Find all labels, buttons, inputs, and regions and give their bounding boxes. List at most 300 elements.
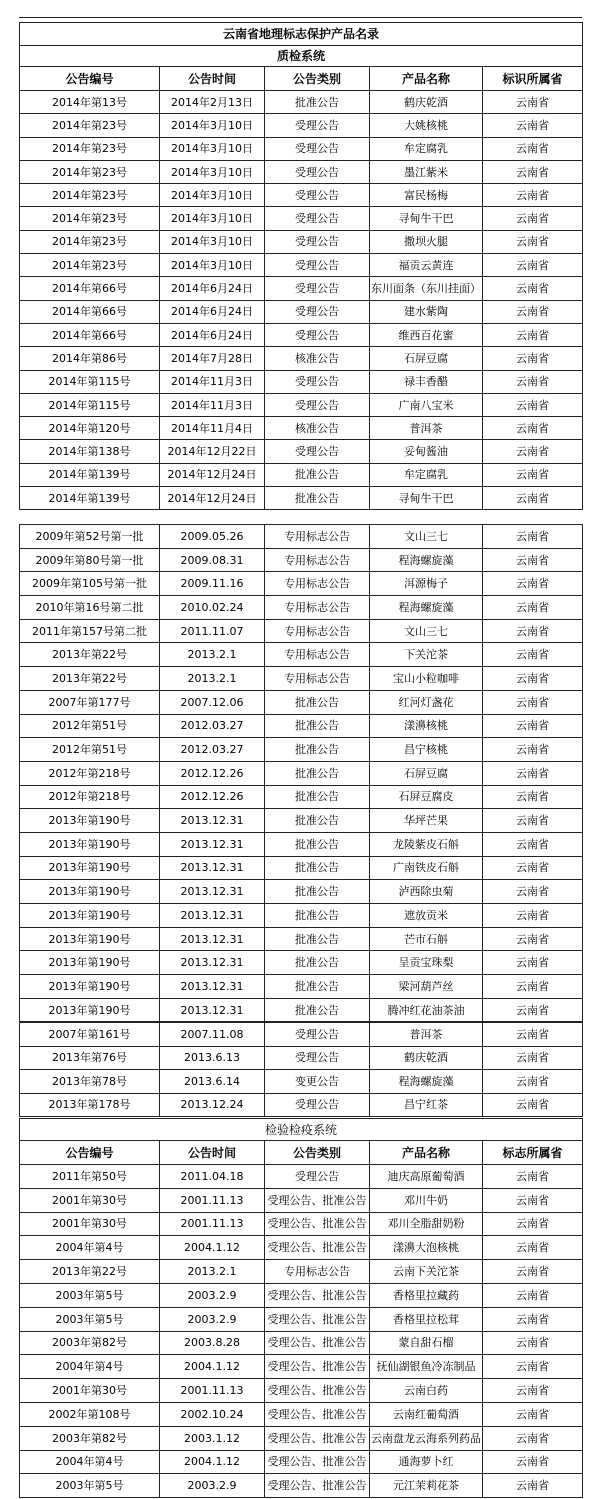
table-row — [20, 738, 583, 762]
table-row — [20, 951, 583, 975]
table-inspection-quarantine — [19, 1118, 583, 1498]
column-header: 公告类别 — [265, 1141, 370, 1165]
cell-product-name: 墨江紫米 — [370, 160, 483, 183]
cell-notice-number: 2013年第190号 — [20, 904, 160, 928]
cell-notice-number: 2013年第190号 — [20, 927, 160, 951]
cell-notice-date: 2014年3月10日 — [160, 160, 265, 183]
cell-product-name: 香格里拉松茸 — [370, 1307, 483, 1331]
cell-province: 云南省 — [483, 1165, 583, 1189]
cell-province: 云南省 — [483, 254, 583, 277]
column-header: 产品名称 — [370, 1141, 483, 1165]
cell-notice-date: 2001.11.13 — [160, 1188, 265, 1212]
table-row — [20, 1474, 583, 1498]
cell-notice-date: 2013.6.13 — [160, 1046, 265, 1070]
cell-notice-number: 2012年第218号 — [20, 761, 160, 785]
cell-province: 云南省 — [483, 998, 583, 1022]
cell-product-name: 邓川全脂甜奶粉 — [370, 1212, 483, 1236]
cell-notice-type: 受理公告 — [265, 393, 370, 416]
cell-notice-number: 2013年第22号 — [20, 643, 160, 667]
cell-notice-date: 2014年3月10日 — [160, 230, 265, 253]
cell-product-name: 普洱茶 — [370, 417, 483, 440]
cell-notice-number: 2002年第108号 — [20, 1402, 160, 1426]
column-header: 标志所属省 — [483, 1141, 583, 1165]
table-row — [20, 927, 583, 951]
cell-notice-number: 2001年第30号 — [20, 1188, 160, 1212]
cell-notice-type: 受理公告 — [265, 440, 370, 463]
cell-notice-type: 核准公告 — [265, 417, 370, 440]
cell-product-name: 泸西除虫菊 — [370, 880, 483, 904]
cell-product-name: 普洱茶 — [370, 1023, 483, 1047]
cell-notice-type: 专用标志公告 — [265, 619, 370, 643]
cell-notice-date: 2003.8.28 — [160, 1331, 265, 1355]
cell-product-name: 梁河葫芦丝 — [370, 975, 483, 999]
cell-product-name: 腾冲红花油茶油 — [370, 998, 483, 1022]
cell-notice-date: 2002.10.24 — [160, 1402, 265, 1426]
table-row — [20, 690, 583, 714]
cell-notice-type: 批准公告 — [265, 832, 370, 856]
cell-notice-type: 受理公告 — [265, 137, 370, 160]
cell-product-name: 石屏豆腐 — [370, 761, 483, 785]
table-row — [20, 832, 583, 856]
cell-notice-number: 2013年第190号 — [20, 880, 160, 904]
cell-product-name: 鹤庆乾酒 — [370, 91, 483, 114]
cell-notice-type: 受理公告 — [265, 1023, 370, 1047]
cell-notice-number: 2007年第177号 — [20, 690, 160, 714]
cell-notice-number: 2014年第23号 — [20, 114, 160, 137]
header-row — [20, 67, 583, 91]
cell-notice-type: 受理公告 — [265, 323, 370, 346]
cell-notice-number: 2014年第23号 — [20, 207, 160, 230]
cell-product-name: 红河灯盏花 — [370, 690, 483, 714]
cell-province: 云南省 — [483, 832, 583, 856]
cell-notice-number: 2013年第78号 — [20, 1070, 160, 1094]
cell-notice-date: 2013.2.1 — [160, 1260, 265, 1284]
cell-notice-date: 2013.12.31 — [160, 998, 265, 1022]
cell-province: 云南省 — [483, 572, 583, 596]
cell-province: 云南省 — [483, 347, 583, 370]
cell-product-name: 程海螺旋藻 — [370, 1070, 483, 1094]
table-row — [20, 761, 583, 785]
cell-notice-date: 2014年7月28日 — [160, 347, 265, 370]
cell-notice-type: 专用标志公告 — [265, 548, 370, 572]
table-row — [20, 254, 583, 277]
cell-notice-type: 受理公告 — [265, 160, 370, 183]
table-row — [20, 1046, 583, 1070]
table-row — [20, 1379, 583, 1403]
cell-notice-number: 2004年第4号 — [20, 1355, 160, 1379]
cell-notice-number: 2014年第115号 — [20, 393, 160, 416]
cell-notice-date: 2014年11月4日 — [160, 417, 265, 440]
cell-province: 云南省 — [483, 1474, 583, 1498]
cell-province: 云南省 — [483, 880, 583, 904]
column-header: 公告编号 — [20, 67, 160, 91]
cell-notice-number: 2013年第22号 — [20, 1260, 160, 1284]
table-row — [20, 856, 583, 880]
cell-product-name: 文山三七 — [370, 619, 483, 643]
table-row — [20, 572, 583, 596]
cell-notice-date: 2009.08.31 — [160, 548, 265, 572]
cell-product-name: 福贡云黄连 — [370, 254, 483, 277]
cell-notice-date: 2014年12月24日 — [160, 463, 265, 486]
cell-notice-date: 2012.03.27 — [160, 738, 265, 762]
cell-province: 云南省 — [483, 1070, 583, 1094]
cell-province: 云南省 — [483, 1093, 583, 1117]
table-row — [20, 300, 583, 323]
cell-notice-type: 受理公告 — [265, 254, 370, 277]
cell-notice-number: 2011年第157号第二批 — [20, 619, 160, 643]
table-row — [20, 323, 583, 346]
cell-notice-type: 受理公告、批准公告 — [265, 1331, 370, 1355]
table-row — [20, 975, 583, 999]
cell-province: 云南省 — [483, 738, 583, 762]
cell-province: 云南省 — [483, 927, 583, 951]
table-special-mark — [19, 524, 583, 1022]
table-row — [20, 230, 583, 253]
cell-province: 云南省 — [483, 1023, 583, 1047]
table-acceptance — [19, 1022, 583, 1117]
cell-product-name: 遮放贡米 — [370, 904, 483, 928]
column-header: 产品名称 — [370, 67, 483, 91]
section-title-quality: 质检系统 — [20, 46, 583, 67]
table-row — [20, 347, 583, 370]
cell-notice-number: 2014年第23号 — [20, 137, 160, 160]
cell-notice-date: 2007.11.08 — [160, 1023, 265, 1047]
table-row — [20, 1426, 583, 1450]
cell-notice-number: 2003年第82号 — [20, 1426, 160, 1450]
cell-notice-type: 受理公告 — [265, 1046, 370, 1070]
cell-notice-number: 2012年第218号 — [20, 785, 160, 809]
cell-province: 云南省 — [483, 91, 583, 114]
section-title-quarantine: 检验检疫系统 — [20, 1119, 583, 1141]
table-row — [20, 1260, 583, 1284]
cell-product-name: 广南八宝米 — [370, 393, 483, 416]
column-header: 公告类别 — [265, 67, 370, 91]
table-row — [20, 714, 583, 738]
cell-notice-date: 2014年12月24日 — [160, 487, 265, 510]
cell-notice-number: 2012年第51号 — [20, 714, 160, 738]
cell-notice-number: 2014年第66号 — [20, 277, 160, 300]
cell-notice-date: 2013.12.31 — [160, 832, 265, 856]
cell-notice-type: 批准公告 — [265, 738, 370, 762]
cell-province: 云南省 — [483, 714, 583, 738]
cell-notice-type: 受理公告 — [265, 230, 370, 253]
cell-notice-date: 2011.11.07 — [160, 619, 265, 643]
cell-notice-number: 2014年第115号 — [20, 370, 160, 393]
cell-province: 云南省 — [483, 1188, 583, 1212]
cell-product-name: 妥甸酱油 — [370, 440, 483, 463]
cell-notice-number: 2014年第23号 — [20, 184, 160, 207]
cell-product-name: 漾濞核桃 — [370, 714, 483, 738]
cell-notice-number: 2004年第4号 — [20, 1450, 160, 1474]
cell-notice-date: 2014年3月10日 — [160, 254, 265, 277]
cell-province: 云南省 — [483, 1379, 583, 1403]
cell-notice-number: 2013年第190号 — [20, 998, 160, 1022]
cell-notice-type: 专用标志公告 — [265, 1260, 370, 1284]
column-header: 标识所属省 — [483, 67, 583, 91]
cell-product-name: 昌宁核桃 — [370, 738, 483, 762]
table-row — [20, 998, 583, 1022]
table-row — [20, 277, 583, 300]
cell-notice-number: 2013年第190号 — [20, 809, 160, 833]
cell-product-name: 维西百花蜜 — [370, 323, 483, 346]
table-row — [20, 1188, 583, 1212]
cell-province: 云南省 — [483, 440, 583, 463]
header-row — [20, 1141, 583, 1165]
section2-rows — [20, 525, 583, 1022]
cell-notice-number: 2003年第5号 — [20, 1283, 160, 1307]
cell-product-name: 云南红葡萄酒 — [370, 1402, 483, 1426]
cell-product-name: 鹤庆乾酒 — [370, 1046, 483, 1070]
cell-notice-date: 2013.12.31 — [160, 809, 265, 833]
cell-product-name: 云南白药 — [370, 1379, 483, 1403]
cell-notice-date: 2003.1.12 — [160, 1426, 265, 1450]
cell-province: 云南省 — [483, 951, 583, 975]
cell-notice-type: 批准公告 — [265, 785, 370, 809]
cell-notice-number: 2004年第4号 — [20, 1236, 160, 1260]
cell-notice-number: 2001年第30号 — [20, 1212, 160, 1236]
cell-notice-type: 批准公告 — [265, 904, 370, 928]
cell-province: 云南省 — [483, 137, 583, 160]
cell-product-name: 撒坝火腿 — [370, 230, 483, 253]
cell-product-name: 通海萝卜红 — [370, 1450, 483, 1474]
cell-notice-type: 专用标志公告 — [265, 596, 370, 620]
cell-product-name: 呈贡宝珠梨 — [370, 951, 483, 975]
cell-province: 云南省 — [483, 809, 583, 833]
cell-notice-number: 2014年第86号 — [20, 347, 160, 370]
cell-notice-date: 2014年6月24日 — [160, 300, 265, 323]
cell-notice-type: 专用标志公告 — [265, 667, 370, 691]
cell-notice-type: 专用标志公告 — [265, 572, 370, 596]
table-quality-inspection — [19, 22, 583, 510]
cell-province: 云南省 — [483, 300, 583, 323]
cell-notice-date: 2013.12.31 — [160, 951, 265, 975]
cell-product-name: 寻甸牛干巴 — [370, 207, 483, 230]
cell-product-name: 石屏豆腐皮 — [370, 785, 483, 809]
cell-product-name: 邓川牛奶 — [370, 1188, 483, 1212]
cell-notice-number: 2001年第30号 — [20, 1379, 160, 1403]
cell-province: 云南省 — [483, 1331, 583, 1355]
table-row — [20, 1450, 583, 1474]
cell-product-name: 洱源梅子 — [370, 572, 483, 596]
cell-notice-number: 2010年第16号第二批 — [20, 596, 160, 620]
cell-notice-type: 受理公告、批准公告 — [265, 1474, 370, 1498]
cell-notice-date: 2001.11.13 — [160, 1212, 265, 1236]
column-header: 公告编号 — [20, 1141, 160, 1165]
cell-notice-type: 受理公告、批准公告 — [265, 1188, 370, 1212]
cell-province: 云南省 — [483, 1355, 583, 1379]
table-row — [20, 904, 583, 928]
cell-notice-number: 2011年第50号 — [20, 1165, 160, 1189]
cell-province: 云南省 — [483, 1283, 583, 1307]
cell-notice-date: 2014年3月10日 — [160, 137, 265, 160]
cell-notice-type: 受理公告、批准公告 — [265, 1402, 370, 1426]
table-row — [20, 370, 583, 393]
section4-rows — [20, 1165, 583, 1498]
cell-product-name: 禄丰香醋 — [370, 370, 483, 393]
cell-notice-type: 专用标志公告 — [265, 525, 370, 549]
cell-product-name: 元江茉莉花茶 — [370, 1474, 483, 1498]
cell-notice-date: 2003.2.9 — [160, 1283, 265, 1307]
cell-province: 云南省 — [483, 690, 583, 714]
table-row — [20, 91, 583, 114]
cell-notice-number: 2009年第52号第一批 — [20, 525, 160, 549]
cell-notice-type: 受理公告 — [265, 114, 370, 137]
cell-product-name: 芒市石斛 — [370, 927, 483, 951]
table-row — [20, 137, 583, 160]
cell-notice-type: 批准公告 — [265, 856, 370, 880]
table-row — [20, 1212, 583, 1236]
cell-product-name: 抚仙湖银鱼冷冻制品 — [370, 1355, 483, 1379]
table-row — [20, 1402, 583, 1426]
cell-product-name: 宝山小粒咖啡 — [370, 667, 483, 691]
cell-notice-date: 2013.12.31 — [160, 880, 265, 904]
column-header: 公告时间 — [160, 1141, 265, 1165]
table-row — [20, 463, 583, 486]
cell-notice-number: 2012年第51号 — [20, 738, 160, 762]
cell-notice-number: 2014年第66号 — [20, 300, 160, 323]
cell-notice-number: 2014年第23号 — [20, 160, 160, 183]
cell-notice-number: 2007年第161号 — [20, 1023, 160, 1047]
cell-notice-number: 2013年第76号 — [20, 1046, 160, 1070]
cell-notice-number: 2009年第80号第一批 — [20, 548, 160, 572]
cell-product-name: 程海螺旋藻 — [370, 596, 483, 620]
cell-notice-type: 受理公告 — [265, 207, 370, 230]
cell-notice-date: 2014年12月22日 — [160, 440, 265, 463]
cell-notice-date: 2013.6.14 — [160, 1070, 265, 1094]
cell-notice-date: 2014年6月24日 — [160, 277, 265, 300]
cell-notice-type: 批准公告 — [265, 951, 370, 975]
table-row — [20, 417, 583, 440]
table-row — [20, 1070, 583, 1094]
cell-notice-number: 2013年第190号 — [20, 832, 160, 856]
cell-notice-date: 2014年6月24日 — [160, 323, 265, 346]
cell-province: 云南省 — [483, 1212, 583, 1236]
cell-product-name: 大姚核桃 — [370, 114, 483, 137]
cell-notice-type: 批准公告 — [265, 690, 370, 714]
cell-product-name: 漾濞大泡核桃 — [370, 1236, 483, 1260]
table-row — [20, 1283, 583, 1307]
cell-notice-date: 2001.11.13 — [160, 1379, 265, 1403]
cell-product-name: 下关沱茶 — [370, 643, 483, 667]
column-header: 公告时间 — [160, 67, 265, 91]
top-border — [19, 17, 582, 18]
cell-province: 云南省 — [483, 323, 583, 346]
cell-notice-date: 2003.2.9 — [160, 1474, 265, 1498]
cell-province: 云南省 — [483, 596, 583, 620]
cell-notice-type: 批准公告 — [265, 487, 370, 510]
cell-notice-type: 受理公告 — [265, 370, 370, 393]
cell-province: 云南省 — [483, 667, 583, 691]
cell-notice-date: 2011.04.18 — [160, 1165, 265, 1189]
cell-product-name: 蒙自甜石榴 — [370, 1331, 483, 1355]
cell-notice-date: 2014年3月10日 — [160, 184, 265, 207]
section3-rows — [20, 1023, 583, 1117]
cell-notice-type: 受理公告、批准公告 — [265, 1426, 370, 1450]
cell-province: 云南省 — [483, 1236, 583, 1260]
cell-notice-number: 2003年第82号 — [20, 1331, 160, 1355]
cell-province: 云南省 — [483, 904, 583, 928]
cell-province: 云南省 — [483, 160, 583, 183]
cell-product-name: 华坪芒果 — [370, 809, 483, 833]
cell-notice-date: 2004.1.12 — [160, 1355, 265, 1379]
cell-province: 云南省 — [483, 184, 583, 207]
cell-product-name: 建水紫陶 — [370, 300, 483, 323]
table-row — [20, 1236, 583, 1260]
cell-product-name: 富民杨梅 — [370, 184, 483, 207]
cell-province: 云南省 — [483, 1307, 583, 1331]
cell-province: 云南省 — [483, 114, 583, 137]
table-row — [20, 1165, 583, 1189]
cell-notice-date: 2014年2月13日 — [160, 91, 265, 114]
cell-province: 云南省 — [483, 277, 583, 300]
section1-rows — [20, 91, 583, 510]
cell-product-name: 龙陵紫皮石斛 — [370, 832, 483, 856]
cell-province: 云南省 — [483, 785, 583, 809]
cell-province: 云南省 — [483, 1402, 583, 1426]
table-row — [20, 1023, 583, 1047]
cell-notice-type: 批准公告 — [265, 998, 370, 1022]
cell-product-name: 云南下关沱茶 — [370, 1260, 483, 1284]
cell-province: 云南省 — [483, 643, 583, 667]
cell-province: 云南省 — [483, 856, 583, 880]
cell-province: 云南省 — [483, 975, 583, 999]
table-row — [20, 487, 583, 510]
cell-notice-type: 受理公告、批准公告 — [265, 1307, 370, 1331]
cell-notice-type: 批准公告 — [265, 809, 370, 833]
table-row — [20, 809, 583, 833]
cell-notice-date: 2004.1.12 — [160, 1236, 265, 1260]
cell-notice-date: 2012.12.26 — [160, 785, 265, 809]
cell-product-name: 昌宁红茶 — [370, 1093, 483, 1117]
cell-notice-number: 2014年第23号 — [20, 230, 160, 253]
cell-notice-date: 2014年3月10日 — [160, 207, 265, 230]
cell-notice-type: 受理公告 — [265, 277, 370, 300]
cell-product-name: 香格里拉藏药 — [370, 1283, 483, 1307]
cell-product-name: 石屏豆腐 — [370, 347, 483, 370]
cell-notice-number: 2013年第190号 — [20, 856, 160, 880]
cell-province: 云南省 — [483, 525, 583, 549]
cell-province: 云南省 — [483, 548, 583, 572]
cell-notice-date: 2009.05.26 — [160, 525, 265, 549]
table-row — [20, 160, 583, 183]
cell-province: 云南省 — [483, 207, 583, 230]
cell-notice-date: 2012.03.27 — [160, 714, 265, 738]
cell-notice-number: 2014年第23号 — [20, 254, 160, 277]
cell-product-name: 云南盘龙云海系列药品 — [370, 1426, 483, 1450]
cell-notice-date: 2013.12.31 — [160, 856, 265, 880]
cell-notice-number: 2009年第105号第一批 — [20, 572, 160, 596]
table-row — [20, 596, 583, 620]
cell-notice-date: 2010.02.24 — [160, 596, 265, 620]
cell-notice-date: 2013.12.31 — [160, 927, 265, 951]
cell-province: 云南省 — [483, 487, 583, 510]
cell-product-name: 迪庆高原葡萄酒 — [370, 1165, 483, 1189]
cell-notice-date: 2004.1.12 — [160, 1450, 265, 1474]
table-row — [20, 667, 583, 691]
table-row — [20, 548, 583, 572]
cell-notice-type: 专用标志公告 — [265, 643, 370, 667]
cell-notice-type: 受理公告 — [265, 1093, 370, 1117]
cell-notice-date: 2013.12.31 — [160, 904, 265, 928]
page-title: 云南省地理标志保护产品名录 — [20, 23, 583, 46]
cell-notice-number: 2014年第120号 — [20, 417, 160, 440]
cell-notice-type: 受理公告 — [265, 184, 370, 207]
cell-product-name: 广南铁皮石斛 — [370, 856, 483, 880]
cell-notice-date: 2012.12.26 — [160, 761, 265, 785]
table-row — [20, 643, 583, 667]
cell-notice-number: 2014年第139号 — [20, 487, 160, 510]
table-row — [20, 393, 583, 416]
